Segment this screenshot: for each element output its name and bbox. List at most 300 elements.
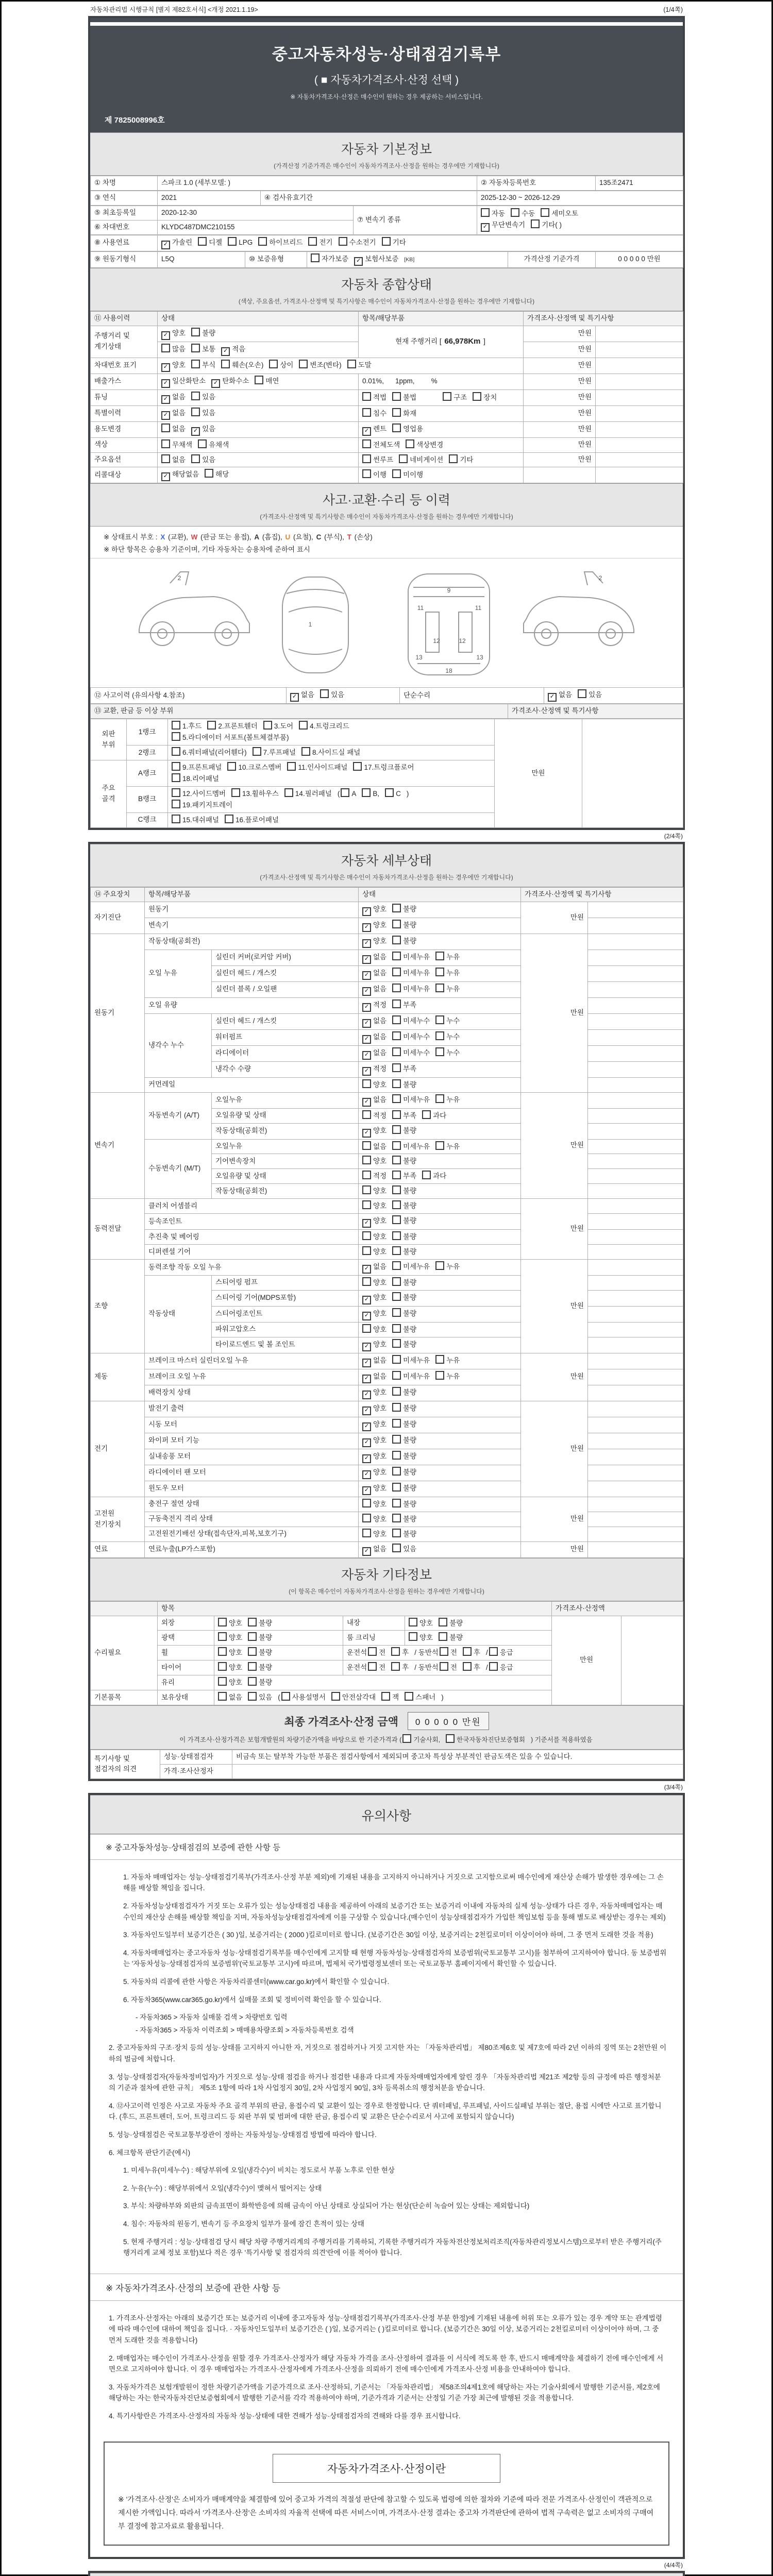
section-other-info [90,1558,683,1601]
option-cell [359,452,524,467]
checkbox[interactable] [228,237,253,248]
cell-text: 만원 [552,1616,621,1705]
checkbox-checked[interactable]: ✓ 양호 [362,1309,386,1320]
checkbox[interactable] [435,1031,460,1043]
checkbox[interactable] [392,1231,416,1243]
checkbox-checked[interactable]: ✓ 없음 [362,1544,386,1556]
option-cell [359,1045,521,1061]
checkbox[interactable] [392,1529,416,1540]
checkbox[interactable] [443,392,467,403]
checkbox[interactable] [578,689,602,701]
cell-text: 브레이크 마스터 실린더오일 누유 [145,1353,359,1369]
checkbox-checked[interactable]: ✓ 양호 [362,1403,386,1415]
checkbox[interactable] [191,392,215,403]
checkbox-checked[interactable]: ✓ 없음 [362,1355,386,1367]
checkbox-checked[interactable]: ✓ 양호 [362,1340,386,1351]
checkbox[interactable] [161,344,186,355]
checkbox[interactable] [392,999,416,1011]
checkbox[interactable] [392,1125,416,1137]
checkbox-checked[interactable]: ✓ 양호 [362,1483,386,1495]
checkbox[interactable] [218,1692,242,1703]
checkbox-label: 불량 [403,1309,417,1317]
cell-text: 오일유량 및 상태 [212,1108,359,1123]
checkbox[interactable] [362,788,379,800]
diagram-part-number: 13 [476,654,483,662]
cell-empty [588,950,683,965]
cell-text: ⑨ 원동기형식 [91,251,158,267]
checkbox[interactable] [463,1647,480,1658]
checkbox-label: 13.휠하우스 [242,789,279,798]
checkbox[interactable] [320,689,344,701]
text: 현재 주행거리 [ [395,337,444,346]
checkbox[interactable] [218,1618,242,1629]
section-title: 자동차 종합상태 [341,277,432,292]
cell-text: 원동기 [91,934,145,1092]
checkbox[interactable] [392,1079,416,1091]
checkbox[interactable] [172,762,222,773]
checkbox[interactable] [392,1324,416,1335]
checkbox[interactable] [392,1110,416,1122]
text: (흠집), [260,533,284,541]
checkbox[interactable] [440,1647,457,1658]
checkbox-label: 양호 [172,329,186,337]
checkbox[interactable] [191,328,215,339]
cell-text: 용도변경 [91,421,158,437]
checkbox[interactable] [362,1185,386,1197]
checkbox[interactable] [392,392,416,403]
cell-text: 동력전달 [91,1199,145,1260]
checkbox[interactable] [392,1200,416,1212]
checkbox[interactable] [248,1692,272,1703]
checkbox[interactable] [385,788,401,800]
checkbox[interactable] [205,469,229,480]
checkbox[interactable] [392,904,416,915]
checkbox[interactable] [269,360,293,371]
diagram-part-number: 2 [598,574,602,582]
checkbox-label: 불량 [449,1619,463,1627]
checkbox[interactable] [392,1246,416,1258]
checkbox[interactable] [263,721,293,732]
checkbox[interactable] [531,219,562,231]
cell-text: 와이퍼 모터 기능 [145,1433,359,1449]
checkbox[interactable] [392,423,423,435]
checkbox[interactable] [392,1483,416,1494]
checkbox[interactable] [399,454,443,466]
checkbox[interactable] [287,762,347,773]
checkbox[interactable] [440,1662,457,1673]
checkbox-checked[interactable]: ✓ 없음 [362,1095,386,1107]
checkbox-checked[interactable]: ✓ 양호 [362,920,386,932]
checkbox-checked[interactable]: ✓ 양호 [362,936,386,948]
checkbox[interactable] [392,1063,416,1075]
checkbox[interactable] [392,1499,416,1510]
price-select-note: ※ 자동차가격조사·산정은 매수인이 원하는 경우 제공하는 서비스입니다. [290,93,483,100]
checkbox-checked[interactable]: ✓ 양호 [161,328,186,340]
checkbox[interactable] [248,1632,272,1643]
text: (손상) [352,533,373,541]
checkbox[interactable] [191,360,215,371]
checkbox[interactable] [248,1677,272,1688]
checkbox[interactable] [435,1355,460,1366]
checkbox[interactable] [409,1632,433,1643]
checkbox-checked[interactable]: ✓ 양호 [362,1419,386,1431]
diagram-part-number: 12 [459,637,466,645]
checkbox[interactable] [435,952,460,963]
checkbox[interactable] [511,208,535,219]
checkbox-checked[interactable]: ✓ 없음 [362,984,386,996]
cell-text: 실린더 커버(로커암 커버) [212,950,359,965]
checkbox[interactable] [422,1110,446,1122]
checkbox[interactable] [392,1308,416,1319]
checkbox[interactable] [392,1261,430,1273]
checkbox[interactable] [253,747,296,758]
checkbox[interactable] [299,721,349,732]
checkbox-checked[interactable]: ✓ 무단변속기 [481,220,525,232]
checkbox[interactable] [362,1499,386,1510]
checkbox[interactable] [406,439,443,451]
checkbox-label: 양호 [373,937,387,945]
cell-text: 외장 [158,1616,214,1631]
cell-text: 가격조사·산정액 및 특기사항 [524,311,683,326]
text: A [254,533,260,541]
checkbox-checked[interactable]: ✓ 적정 [362,1000,386,1012]
checkbox[interactable] [392,1031,430,1043]
checkbox[interactable] [341,788,356,800]
checkbox[interactable] [191,344,215,355]
checkbox[interactable] [339,237,376,248]
text: X [160,533,165,541]
checkbox[interactable] [362,408,386,419]
checkbox[interactable] [392,1467,416,1478]
option-cell [214,1646,343,1660]
section-overall-status [90,268,683,311]
checkbox[interactable] [301,747,360,758]
option-cell [544,688,683,704]
diagram-note: ※ 하단 항목은 승용차 기준이며, 기타 자동차는 승용차에 준하여 표시 [90,543,683,558]
cell-text: 작동상태(공회전) [212,1184,359,1199]
checkbox[interactable] [489,1662,513,1673]
checkbox-label: 네비게이션 [410,455,444,464]
checkbox-label: 전 [379,1664,386,1672]
checkbox[interactable] [362,469,386,481]
checkbox[interactable] [227,762,281,773]
option-cell [359,1353,521,1369]
cell-empty [596,342,683,358]
cell-text: 주요 골격 [91,760,127,828]
basic-info-row-5-grid [90,235,683,251]
checkbox[interactable] [161,439,192,451]
checkbox[interactable] [284,788,332,800]
checkbox[interactable] [392,1171,416,1182]
checkbox[interactable] [422,1171,446,1182]
checkbox[interactable] [392,920,416,931]
checkbox-checked[interactable]: ✓ 없음 [362,1371,386,1383]
checkbox[interactable] [172,732,289,743]
cell-text: 상태 [158,311,359,326]
checkbox-checked[interactable]: ✓ 적음 [221,344,245,356]
cell-text: 실린더 헤드 / 개스킷 [212,1013,359,1029]
cell-empty [588,1013,683,1029]
cell-text: 보유상태 [158,1690,214,1705]
checkbox[interactable] [392,408,416,419]
checkbox[interactable] [218,1632,242,1643]
checkbox[interactable] [299,360,341,371]
checkbox[interactable] [362,1141,386,1153]
checkbox[interactable] [248,1647,272,1658]
checkbox[interactable] [172,747,247,758]
notice-item: 6. 체크항목 판단기준(예시) [109,2148,191,2157]
checkbox[interactable] [541,208,578,219]
checkbox[interactable] [435,968,460,979]
checkbox[interactable] [435,984,460,995]
checkbox-checked[interactable]: ✓ 없음 [362,968,386,980]
text: ] [481,337,485,346]
checkbox[interactable] [362,1246,386,1258]
checkbox[interactable] [218,1677,242,1688]
checkbox[interactable] [362,1156,386,1167]
checkbox[interactable] [311,253,348,265]
price-definition-box [104,2442,669,2546]
checkbox-label: 전기 [319,238,333,246]
cell-empty [596,421,683,437]
checkbox[interactable] [207,721,257,732]
checkbox[interactable] [392,1544,416,1555]
checkbox[interactable] [362,1079,386,1091]
checkbox[interactable] [409,1618,433,1629]
option-cell [214,1616,343,1631]
checkbox[interactable] [258,237,303,248]
checkbox-label: 후 [473,1664,480,1672]
checkbox[interactable] [382,237,406,248]
checkbox[interactable] [391,1662,409,1673]
checkbox[interactable] [172,788,226,800]
checkbox-checked[interactable]: ✓ 양호 [362,1451,386,1463]
detail-status-table [90,887,683,1558]
checkbox[interactable] [221,360,263,371]
checkbox[interactable] [172,800,232,811]
checkbox[interactable] [392,1451,416,1462]
checkbox[interactable] [392,1292,416,1303]
option-cell [158,467,359,483]
checkbox-label: 없음 [373,1372,387,1380]
checkbox-checked[interactable]: ✓ 없음 [362,1048,386,1060]
cell-text: 파워고압호스 [212,1322,359,1337]
checkbox[interactable] [362,392,386,403]
checkbox[interactable] [392,1371,430,1382]
checkbox-label: 후 [402,1649,409,1657]
checkbox[interactable] [362,454,393,466]
checkbox[interactable] [172,721,201,732]
checkbox[interactable] [172,815,219,826]
checkbox-checked[interactable]: ✓ 일산화탄소 [161,376,206,388]
text: ) [441,1693,444,1702]
checkbox[interactable] [392,1215,416,1227]
checkbox[interactable] [368,1662,385,1673]
checkbox-checked[interactable]: ✓ 가솔린 [161,238,192,249]
checkbox-label: 없음 [373,985,387,993]
checkbox-label: 양호 [373,1515,387,1523]
checkbox-checked[interactable]: ✓ 탄화수소 [211,376,249,388]
checkbox[interactable] [489,1647,513,1658]
cell-text: 원동기 [145,902,359,918]
option-cell [168,760,495,787]
text: 1ppm, [395,377,415,385]
cell-empty [588,1527,683,1541]
checkbox[interactable] [391,1647,409,1658]
checkbox[interactable] [392,1141,430,1153]
option-cell [359,467,524,483]
checkbox[interactable] [392,1435,416,1446]
checkbox[interactable] [392,936,416,947]
checkbox[interactable] [191,454,215,466]
checkbox-label: 양호 [373,1187,387,1195]
checkbox[interactable] [439,1618,463,1629]
checkbox[interactable] [392,984,430,995]
checkbox[interactable] [161,454,186,466]
cell-text: 상태 [359,887,521,902]
checkbox-checked[interactable]: ✓ 없음 [290,690,314,702]
checkbox[interactable] [225,815,279,826]
checkbox[interactable] [331,1692,376,1703]
checkbox[interactable] [449,454,473,466]
checkbox-label: 양호 [373,1436,387,1444]
checkbox[interactable] [392,1514,416,1525]
checkbox-checked[interactable]: ✓ 보험사보증 [354,254,398,266]
checkbox[interactable] [281,1692,326,1703]
checkbox[interactable] [362,1529,386,1540]
cell-text: 유리 [158,1675,214,1690]
checkbox-checked[interactable]: ✓ 양호 [161,360,186,372]
cell-text: 스티어링조인트 [212,1306,359,1322]
checkbox-checked[interactable]: ✓ 없음 [548,690,572,702]
checkbox[interactable] [347,360,372,371]
checkbox[interactable] [362,1200,386,1212]
checkbox-checked[interactable]: ✓ 없음 [362,952,386,964]
checkbox[interactable] [248,1662,272,1673]
checkbox-label: 양호 [373,1217,387,1225]
checkbox[interactable] [392,1339,416,1350]
checkbox[interactable] [392,1277,416,1289]
checkbox-checked[interactable]: ✓ 해당없음 [161,469,199,481]
checkbox[interactable] [392,1403,416,1414]
checkbox[interactable] [218,1647,242,1658]
checkbox-label: 불량 [259,1649,273,1657]
checkbox[interactable] [198,237,222,248]
checkbox[interactable] [248,1618,272,1629]
checkbox[interactable] [362,1277,386,1289]
notice-section2-header: ※ 자동차가격조사·산정의 보증에 관한 사항 등 [90,2274,683,2301]
checkbox-checked[interactable]: ✓ 없음 [161,408,186,420]
checkbox-checked[interactable]: ✓ 없음 [362,1032,386,1044]
checkbox[interactable] [368,1647,385,1658]
checkbox-label: 없음 [373,1032,387,1041]
checkbox[interactable] [463,1662,480,1673]
checkbox[interactable] [439,1632,463,1643]
option-cell [359,1290,521,1306]
checkbox-label: 매연 [265,377,279,385]
checkbox[interactable] [392,1185,416,1197]
checkbox-label: 안전삼각대 [342,1693,376,1702]
text: 0.01%, [362,377,384,385]
checkbox[interactable] [392,1047,430,1059]
checkbox-checked[interactable]: ✓ 없음 [362,1262,386,1274]
checkbox-checked[interactable]: ✓ 양호 [362,1293,386,1304]
checkbox[interactable] [161,423,186,435]
checkbox-checked[interactable]: ✓ 적정 [362,1064,386,1076]
checkbox[interactable] [392,1094,430,1106]
checkbox[interactable] [392,1015,430,1027]
section-subtitle: (가격조사·산정액 및 특기사항은 매수인이 자동차가격조사·산정을 원하는 경우에만 기재합니다) [260,873,513,881]
checkbox-checked[interactable]: ✓ 양호 [362,1126,386,1138]
checkbox[interactable] [392,469,423,481]
checkbox[interactable] [362,1110,386,1122]
checkbox[interactable] [392,1387,416,1398]
cell-text: ⑦ 변속기 종류 [354,206,477,234]
checkbox[interactable] [402,1734,440,1744]
checkbox-label: 화재 [403,409,417,417]
cell-empty [588,1139,683,1154]
checkbox[interactable] [435,1371,460,1382]
checkbox[interactable] [435,1094,460,1106]
checkbox[interactable] [473,392,497,403]
checkbox[interactable] [392,968,430,979]
cell-empty [588,1061,683,1077]
checkbox[interactable] [362,1514,386,1525]
checkbox[interactable] [392,1419,416,1430]
checkbox[interactable] [392,952,430,963]
checkbox-label: 기타 [460,455,474,464]
checkbox[interactable] [231,788,279,800]
checkbox[interactable] [255,376,279,387]
checkbox-checked[interactable]: ✓ 양호 [362,1216,386,1228]
checkbox-checked[interactable]: ✓ 양호 [362,904,386,916]
checkbox-label: 불량 [403,1293,417,1301]
checkbox-checked[interactable]: ✓ 양호 [362,1435,386,1447]
checkbox[interactable] [381,1692,399,1703]
checkbox[interactable] [405,1692,435,1703]
checkbox[interactable] [218,1662,242,1673]
checkbox[interactable] [435,1015,460,1027]
checkbox[interactable] [435,1047,460,1059]
checkbox-checked[interactable]: ✓ 양호 [362,1387,386,1399]
checkbox-checked[interactable]: ✓ 렌트 [362,424,386,436]
cell-text: 가격·조사산정자 [160,1764,232,1778]
checkbox[interactable] [435,1261,460,1273]
checkbox-checked[interactable]: ✓ 있음 [191,424,215,436]
checkbox[interactable] [362,1231,386,1243]
checkbox[interactable] [172,773,219,785]
checkbox-label: 없음 [373,1142,387,1150]
checkbox-checked[interactable]: ✓ 양호 [362,1467,386,1479]
checkbox[interactable] [362,1324,386,1335]
checkbox[interactable] [392,1156,416,1167]
checkbox[interactable] [435,1141,460,1153]
checkbox[interactable] [198,439,229,451]
checkbox-label: 18.리어패널 [182,775,219,783]
cell-text: 외판 부위 [91,719,127,760]
checkbox[interactable] [392,1355,430,1366]
checkbox[interactable] [362,1171,386,1182]
checkbox[interactable] [191,408,215,419]
checkbox[interactable] [362,439,400,451]
option-cell [359,1337,521,1353]
checkbox[interactable] [353,762,414,773]
checkbox-checked[interactable]: ✓ 없음 [362,1016,386,1028]
checkbox[interactable] [481,208,505,219]
checkbox[interactable] [308,237,332,248]
checkbox[interactable] [446,1734,525,1744]
checkbox-checked[interactable]: ✓ 없음 [161,392,186,404]
